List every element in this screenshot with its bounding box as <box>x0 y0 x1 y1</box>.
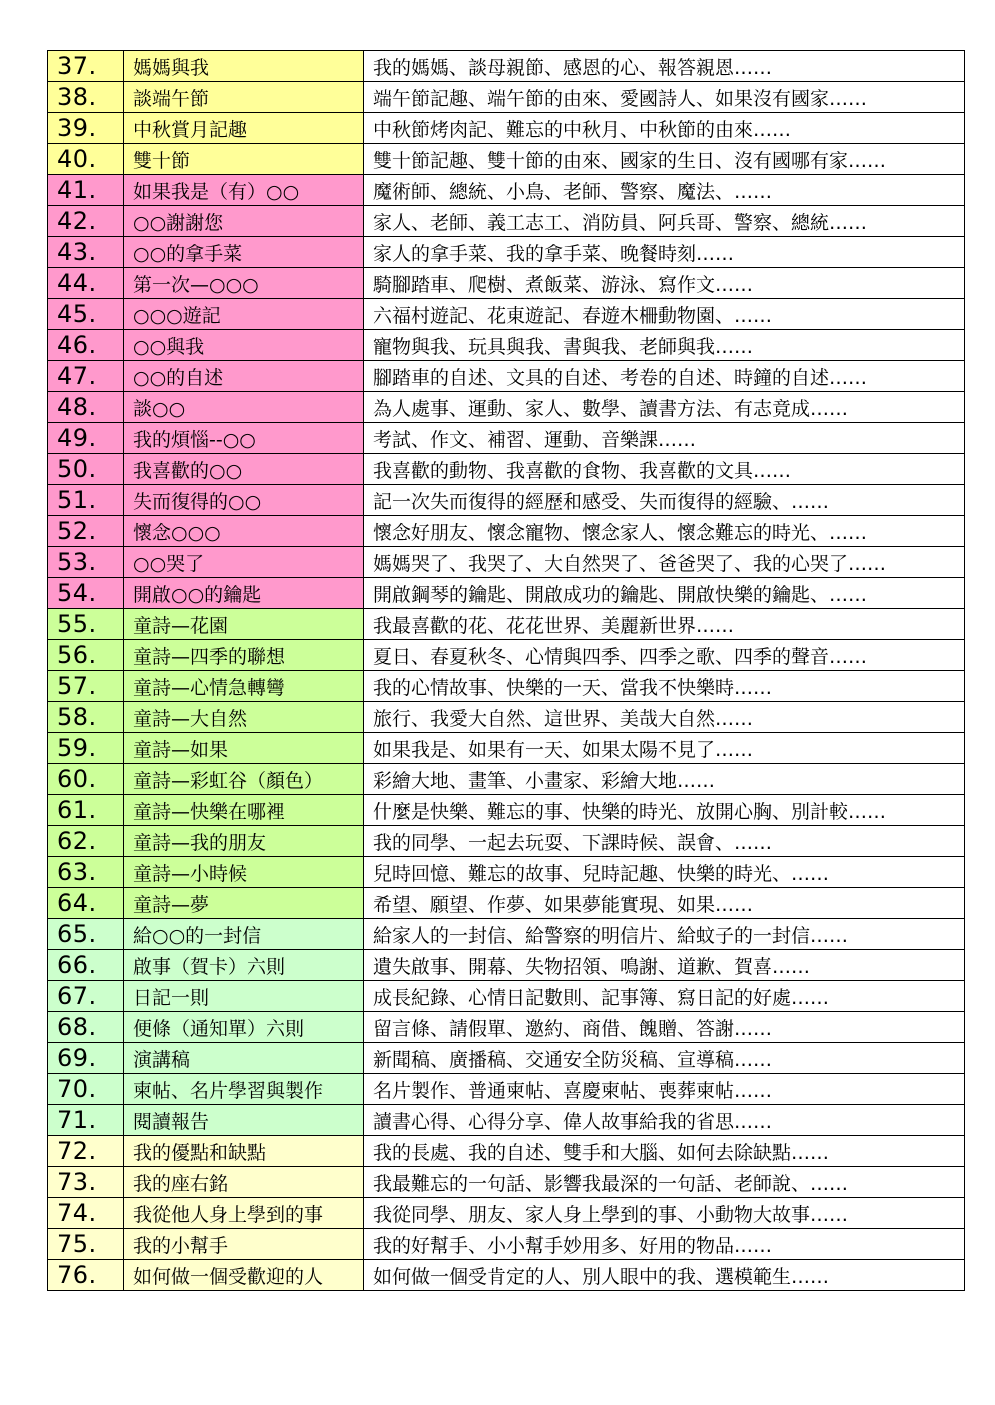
topic-examples: 端午節記趣、端午節的由來、愛國詩人、如果沒有國家…… <box>364 82 965 113</box>
table-row <box>48 268 965 299</box>
table-row <box>48 857 965 888</box>
topic-examples: 如果我是、如果有一天、如果太陽不見了…… <box>364 733 965 764</box>
table-row <box>48 361 965 392</box>
topic-title: 談端午節 <box>124 82 364 113</box>
topic-title: 童詩—小時候 <box>124 857 364 888</box>
topic-examples: 開啟鋼琴的鑰匙、開啟成功的鑰匙、開啟快樂的鑰匙、…… <box>364 578 965 609</box>
topic-examples: 我的心情故事、快樂的一天、當我不快樂時…… <box>364 671 965 702</box>
table-row <box>48 330 965 361</box>
topic-title: 我的煩惱--○○ <box>124 423 364 454</box>
topic-title: 便條（通知單）六則 <box>124 1012 364 1043</box>
topic-examples: 我的媽媽、談母親節、感恩的心、報答親恩…… <box>364 51 965 82</box>
table-row <box>48 392 965 423</box>
topic-examples: 雙十節記趣、雙十節的由來、國家的生日、沒有國哪有家…… <box>364 144 965 175</box>
topic-number: 44. <box>48 268 124 299</box>
topic-examples: 我從同學、朋友、家人身上學到的事、小動物大故事…… <box>364 1198 965 1229</box>
topic-title: 開啟○○的鑰匙 <box>124 578 364 609</box>
topic-examples: 讀書心得、心得分享、偉人故事給我的省思…… <box>364 1105 965 1136</box>
table-row <box>48 1136 965 1167</box>
topic-number: 45. <box>48 299 124 330</box>
topic-number: 57. <box>48 671 124 702</box>
table-row <box>48 919 965 950</box>
topic-title: 童詩—如果 <box>124 733 364 764</box>
topic-examples: 家人的拿手菜、我的拿手菜、晚餐時刻…… <box>364 237 965 268</box>
topic-title: 媽媽與我 <box>124 51 364 82</box>
topic-examples: 名片製作、普通柬帖、喜慶柬帖、喪葬柬帖…… <box>364 1074 965 1105</box>
topic-number: 56. <box>48 640 124 671</box>
topic-number: 39. <box>48 113 124 144</box>
topic-number: 54. <box>48 578 124 609</box>
topic-title: ○○○遊記 <box>124 299 364 330</box>
table-row <box>48 671 965 702</box>
topic-number: 60. <box>48 764 124 795</box>
table-row <box>48 299 965 330</box>
topic-number: 63. <box>48 857 124 888</box>
topic-number: 72. <box>48 1136 124 1167</box>
table-row <box>48 175 965 206</box>
table-row <box>48 1167 965 1198</box>
topic-examples: 希望、願望、作夢、如果夢能實現、如果…… <box>364 888 965 919</box>
topic-examples: 記一次失而復得的經歷和感受、失而復得的經驗、…… <box>364 485 965 516</box>
topic-number: 65. <box>48 919 124 950</box>
topic-title: 如何做一個受歡迎的人 <box>124 1260 364 1291</box>
topic-title: 童詩—夢 <box>124 888 364 919</box>
table-row <box>48 1043 965 1074</box>
topic-examples: 媽媽哭了、我哭了、大自然哭了、爸爸哭了、我的心哭了…… <box>364 547 965 578</box>
topic-number: 62. <box>48 826 124 857</box>
topic-title: 童詩—快樂在哪裡 <box>124 795 364 826</box>
table-row <box>48 609 965 640</box>
topic-examples: 為人處事、運動、家人、數學、讀書方法、有志竟成…… <box>364 392 965 423</box>
topic-title: ○○的自述 <box>124 361 364 392</box>
topic-number: 64. <box>48 888 124 919</box>
topic-examples: 家人、老師、義工志工、消防員、阿兵哥、警察、總統…… <box>364 206 965 237</box>
topic-number: 48. <box>48 392 124 423</box>
table-row <box>48 1198 965 1229</box>
topic-number: 59. <box>48 733 124 764</box>
table-row <box>48 51 965 82</box>
table-row <box>48 1074 965 1105</box>
topic-examples: 中秋節烤肉記、難忘的中秋月、中秋節的由來…… <box>364 113 965 144</box>
topic-number: 49. <box>48 423 124 454</box>
topic-title: 雙十節 <box>124 144 364 175</box>
topic-title: 我從他人身上學到的事 <box>124 1198 364 1229</box>
topic-number: 69. <box>48 1043 124 1074</box>
table-row <box>48 826 965 857</box>
topic-examples: 成長紀錄、心情日記數則、記事簿、寫日記的好處…… <box>364 981 965 1012</box>
topic-examples: 我最難忘的一句話、影響我最深的一句話、老師說、…… <box>364 1167 965 1198</box>
topic-title: 柬帖、名片學習與製作 <box>124 1074 364 1105</box>
table-row <box>48 1229 965 1260</box>
table-row <box>48 1105 965 1136</box>
topic-examples: 什麼是快樂、難忘的事、快樂的時光、放開心胸、別計較…… <box>364 795 965 826</box>
topic-number: 76. <box>48 1260 124 1291</box>
topic-title: 中秋賞月記趣 <box>124 113 364 144</box>
topic-number: 40. <box>48 144 124 175</box>
topic-title: 啟事（賀卡）六則 <box>124 950 364 981</box>
topic-examples: 腳踏車的自述、文具的自述、考卷的自述、時鐘的自述…… <box>364 361 965 392</box>
table-row <box>48 981 965 1012</box>
topic-number: 70. <box>48 1074 124 1105</box>
topic-number: 47. <box>48 361 124 392</box>
topic-number: 58. <box>48 702 124 733</box>
topic-number: 55. <box>48 609 124 640</box>
topic-examples: 新聞稿、廣播稿、交通安全防災稿、宣導稿…… <box>364 1043 965 1074</box>
topic-examples: 考試、作文、補習、運動、音樂課…… <box>364 423 965 454</box>
table-row <box>48 206 965 237</box>
topic-examples: 彩繪大地、畫筆、小畫家、彩繪大地…… <box>364 764 965 795</box>
topic-examples: 寵物與我、玩具與我、書與我、老師與我…… <box>364 330 965 361</box>
topic-title: ○○的拿手菜 <box>124 237 364 268</box>
table-row <box>48 113 965 144</box>
table-row <box>48 485 965 516</box>
topic-examples: 如何做一個受肯定的人、別人眼中的我、選模範生…… <box>364 1260 965 1291</box>
topic-examples: 騎腳踏車、爬樹、煮飯菜、游泳、寫作文…… <box>364 268 965 299</box>
topic-number: 75. <box>48 1229 124 1260</box>
topic-title: 如果我是（有）○○ <box>124 175 364 206</box>
topic-number: 73. <box>48 1167 124 1198</box>
table-row <box>48 795 965 826</box>
table-row <box>48 423 965 454</box>
table-row <box>48 888 965 919</box>
topic-number: 53. <box>48 547 124 578</box>
topic-number: 51. <box>48 485 124 516</box>
topics-table-body <box>48 51 965 1291</box>
topic-title: 失而復得的○○ <box>124 485 364 516</box>
topic-title: 童詩—四季的聯想 <box>124 640 364 671</box>
topic-title: 日記一則 <box>124 981 364 1012</box>
topic-title: 我喜歡的○○ <box>124 454 364 485</box>
topic-examples: 旅行、我愛大自然、這世界、美哉大自然…… <box>364 702 965 733</box>
topic-number: 61. <box>48 795 124 826</box>
table-row <box>48 640 965 671</box>
topic-examples: 兒時回憶、難忘的故事、兒時記趣、快樂的時光、…… <box>364 857 965 888</box>
topic-title: 演講稿 <box>124 1043 364 1074</box>
topic-title: 懷念○○○ <box>124 516 364 547</box>
topic-title: 我的小幫手 <box>124 1229 364 1260</box>
table-row <box>48 733 965 764</box>
topic-number: 37. <box>48 51 124 82</box>
topic-number: 66. <box>48 950 124 981</box>
topic-examples: 懷念好朋友、懷念寵物、懷念家人、懷念難忘的時光、…… <box>364 516 965 547</box>
topic-title: 談○○ <box>124 392 364 423</box>
topic-examples: 我最喜歡的花、花花世界、美麗新世界…… <box>364 609 965 640</box>
topic-number: 43. <box>48 237 124 268</box>
topic-examples: 我的同學、一起去玩耍、下課時候、誤會、…… <box>364 826 965 857</box>
writing-topics-table <box>47 50 965 1291</box>
topic-examples: 我的長處、我的自述、雙手和大腦、如何去除缺點…… <box>364 1136 965 1167</box>
table-row <box>48 454 965 485</box>
topic-examples: 遺失啟事、開幕、失物招領、鳴謝、道歉、賀喜…… <box>364 950 965 981</box>
table-row <box>48 237 965 268</box>
topic-number: 46. <box>48 330 124 361</box>
topic-number: 38. <box>48 82 124 113</box>
table-row <box>48 1012 965 1043</box>
topic-title: 童詩—花園 <box>124 609 364 640</box>
table-row <box>48 764 965 795</box>
topic-title: 閱讀報告 <box>124 1105 364 1136</box>
topic-title: 我的優點和缺點 <box>124 1136 364 1167</box>
topic-number: 50. <box>48 454 124 485</box>
table-row <box>48 950 965 981</box>
topic-title: ○○與我 <box>124 330 364 361</box>
topic-number: 74. <box>48 1198 124 1229</box>
topic-title: 我的座右銘 <box>124 1167 364 1198</box>
topic-examples: 六福村遊記、花東遊記、春遊木柵動物園、…… <box>364 299 965 330</box>
topic-number: 71. <box>48 1105 124 1136</box>
topic-examples: 我喜歡的動物、我喜歡的食物、我喜歡的文具…… <box>364 454 965 485</box>
topic-number: 42. <box>48 206 124 237</box>
topic-title: 第一次—○○○ <box>124 268 364 299</box>
topic-title: 童詩—我的朋友 <box>124 826 364 857</box>
table-row <box>48 82 965 113</box>
topic-title: ○○謝謝您 <box>124 206 364 237</box>
topic-number: 67. <box>48 981 124 1012</box>
table-row <box>48 547 965 578</box>
topic-number: 68. <box>48 1012 124 1043</box>
topic-number: 52. <box>48 516 124 547</box>
topic-examples: 給家人的一封信、給警察的明信片、給蚊子的一封信…… <box>364 919 965 950</box>
topic-number: 41. <box>48 175 124 206</box>
topic-title: 童詩—心情急轉彎 <box>124 671 364 702</box>
topic-examples: 魔術師、總統、小鳥、老師、警察、魔法、…… <box>364 175 965 206</box>
topic-examples: 夏日、春夏秋冬、心情與四季、四季之歌、四季的聲音…… <box>364 640 965 671</box>
table-row <box>48 578 965 609</box>
topic-title: 給○○的一封信 <box>124 919 364 950</box>
topic-title: 童詩—彩虹谷（顏色） <box>124 764 364 795</box>
topic-examples: 留言條、請假單、邀約、商借、餽贈、答謝…… <box>364 1012 965 1043</box>
topic-examples: 我的好幫手、小小幫手妙用多、好用的物品…… <box>364 1229 965 1260</box>
topic-title: ○○哭了 <box>124 547 364 578</box>
table-row <box>48 702 965 733</box>
topic-title: 童詩—大自然 <box>124 702 364 733</box>
table-row <box>48 516 965 547</box>
table-row <box>48 144 965 175</box>
table-row <box>48 1260 965 1291</box>
